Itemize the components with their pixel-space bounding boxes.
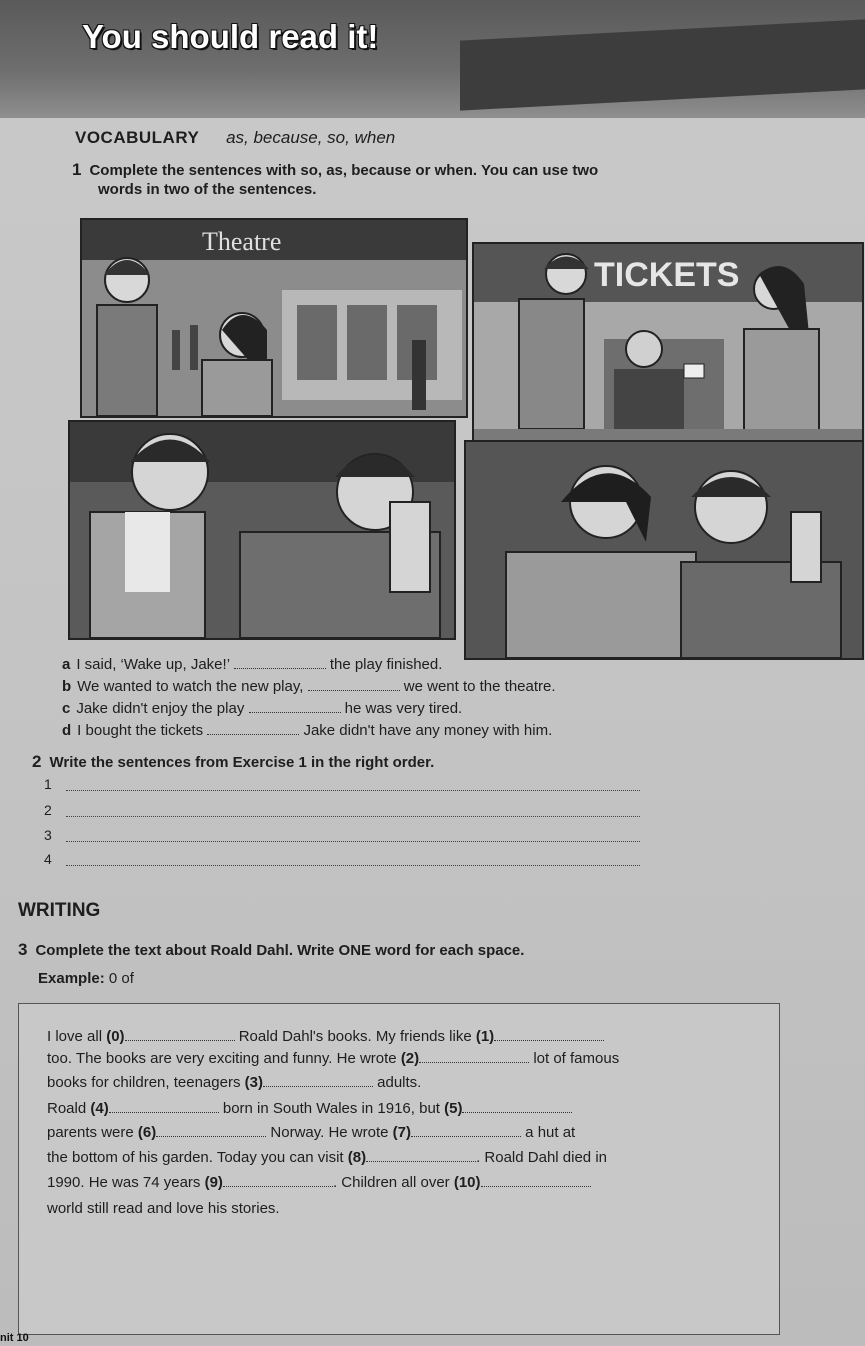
gap-number: (8): [347, 1149, 367, 1166]
gap-number: (3): [244, 1074, 263, 1091]
answer-blank[interactable]: [411, 1124, 521, 1137]
text-fragment: Roald: [47, 1100, 91, 1117]
gap-number: (4): [90, 1100, 109, 1117]
text-line: [47, 1124, 575, 1141]
text-fragment: . Roald Dahl died in: [476, 1149, 607, 1166]
answer-blank[interactable]: [109, 1100, 219, 1113]
gap-number: (1): [475, 1028, 495, 1045]
sentence-text-before: I said, ‘Wake up, Jake!’: [76, 656, 230, 673]
answer-blank[interactable]: [223, 1174, 333, 1187]
answer-blank[interactable]: [419, 1050, 529, 1063]
text-fragment: Norway. He wrote: [266, 1124, 393, 1141]
exercise-1-number: 1: [72, 160, 82, 179]
example-value: 0 of: [108, 970, 134, 987]
text-fragment: the bottom of his garden. Today you can visit: [47, 1149, 348, 1166]
text-line: [47, 1050, 619, 1067]
answer-blank[interactable]: [156, 1124, 266, 1137]
tickets-scene: [474, 244, 862, 440]
text-fragment: adults.: [372, 1074, 422, 1091]
answer-blank[interactable]: [366, 1149, 476, 1162]
example-label: Example:: [38, 970, 105, 987]
sleeping-scene: [70, 422, 454, 638]
text-fragment: Roald Dahl's books. My friends like: [234, 1028, 476, 1045]
exercise-2-instruction: [32, 752, 434, 772]
answer-line-number: 3: [44, 827, 52, 843]
writing-heading: WRITING: [18, 900, 101, 921]
answer-blank-a[interactable]: [234, 656, 326, 669]
text-line: [47, 1028, 604, 1045]
text-fragment: . Children all over: [332, 1174, 454, 1191]
answer-line-number: 2: [44, 802, 52, 818]
answer-line-1[interactable]: [44, 776, 640, 792]
answer-blank-b[interactable]: [308, 678, 400, 691]
answer-blank[interactable]: [263, 1074, 373, 1087]
answer-blank-c[interactable]: [249, 700, 341, 713]
sentence-letter: d: [62, 722, 72, 739]
text-line: [47, 1149, 607, 1166]
illustration-theatre-entrance: [80, 218, 468, 418]
exercise-3-number: 3: [18, 940, 28, 959]
exercise-1-sentence-b: [62, 678, 556, 695]
gap-number: (9): [204, 1174, 223, 1191]
gap-number: (0): [106, 1028, 125, 1045]
gap-number: (10): [453, 1174, 481, 1191]
tickets-sign: TICKETS: [594, 256, 740, 294]
text-line: [47, 1200, 280, 1217]
exercise-2-number: 2: [32, 752, 42, 771]
exercise-1-sentence-c: [62, 700, 462, 717]
sentence-text-before: Jake didn't enjoy the play: [76, 700, 245, 717]
gap-number: (5): [444, 1100, 463, 1117]
vocabulary-label: VOCABULARY: [75, 128, 200, 147]
answer-line-2[interactable]: [44, 802, 640, 818]
illustration-waking-jake: [464, 440, 864, 660]
answer-blank[interactable]: [481, 1174, 591, 1187]
text-line: [47, 1100, 572, 1117]
text-line: [47, 1074, 421, 1091]
illustration-ticket-office: [472, 242, 864, 442]
text-fragment: I love all: [47, 1028, 107, 1045]
roald-dahl-text-box: [18, 1003, 780, 1335]
exercise-3-instruction: [18, 940, 524, 960]
gap-number: (6): [137, 1124, 157, 1141]
exercise-3-example: [38, 970, 134, 987]
exercise-2-instruction-text: Write the sentences from Exercise 1 in the right order.: [49, 754, 435, 771]
answer-line-number: 1: [44, 776, 52, 792]
exercise-1-sentence-a: [62, 656, 442, 673]
exercise-1-sentence-d: [62, 722, 552, 739]
text-line: [47, 1174, 591, 1191]
text-fragment: too. The books are very exciting and funny. He wrote: [47, 1050, 401, 1067]
text-fragment: a hut at: [521, 1124, 576, 1141]
text-fragment: born in South Wales in 1916, but: [218, 1100, 445, 1117]
sentence-letter: c: [62, 700, 71, 717]
text-fragment: 1990. He was 74 years: [47, 1174, 205, 1191]
answer-blank[interactable]: [125, 1028, 235, 1041]
exercise-3-instruction-text: Complete the text about Roald Dahl. Write ONE word for each space.: [35, 942, 525, 959]
answer-blank[interactable]: [462, 1100, 572, 1113]
sentence-letter: a: [62, 656, 71, 673]
sentence-text-before: We wanted to watch the new play,: [77, 678, 304, 695]
text-fragment: parents were: [47, 1124, 138, 1141]
answer-line-3[interactable]: [44, 827, 640, 843]
exercise-1-instruction: [72, 160, 672, 199]
text-fragment: books for children, teenagers: [47, 1074, 245, 1091]
illustration-jake-sleeping: [68, 420, 456, 640]
sentence-letter: b: [62, 678, 72, 695]
gap-number: (2): [400, 1050, 420, 1067]
sentence-text-after: we went to the theatre.: [403, 678, 556, 695]
page-footer: nit 10: [0, 1332, 29, 1344]
sentence-text-after: the play finished.: [329, 656, 443, 673]
vocabulary-words: as, because, so, when: [226, 128, 396, 147]
sentence-text-before: I bought the tickets: [77, 722, 204, 739]
exercise-1-instruction-line2: words in two of the sentences.: [98, 181, 317, 198]
text-fragment: world still read and love his stories.: [47, 1200, 280, 1217]
page-title: You should read it!: [82, 18, 379, 55]
gap-number: (7): [392, 1124, 412, 1141]
vocabulary-heading: [75, 128, 395, 148]
waking-scene: [466, 442, 862, 658]
answer-line-4[interactable]: [44, 851, 640, 867]
banner-decoration: [460, 19, 865, 110]
answer-blank-d[interactable]: [207, 722, 299, 735]
exercise-1-instruction-line1: Complete the sentences with so, as, because or when. You can use two: [89, 162, 599, 179]
answer-line-number: 4: [44, 851, 52, 867]
theatre-sign: Theatre: [202, 227, 282, 256]
sentence-text-after: he was very tired.: [344, 700, 463, 717]
header-banner: [0, 0, 865, 118]
theatre-scene: [82, 220, 466, 416]
text-fragment: lot of famous: [529, 1050, 620, 1067]
answer-blank[interactable]: [494, 1028, 604, 1041]
sentence-text-after: Jake didn't have any money with him.: [303, 722, 553, 739]
